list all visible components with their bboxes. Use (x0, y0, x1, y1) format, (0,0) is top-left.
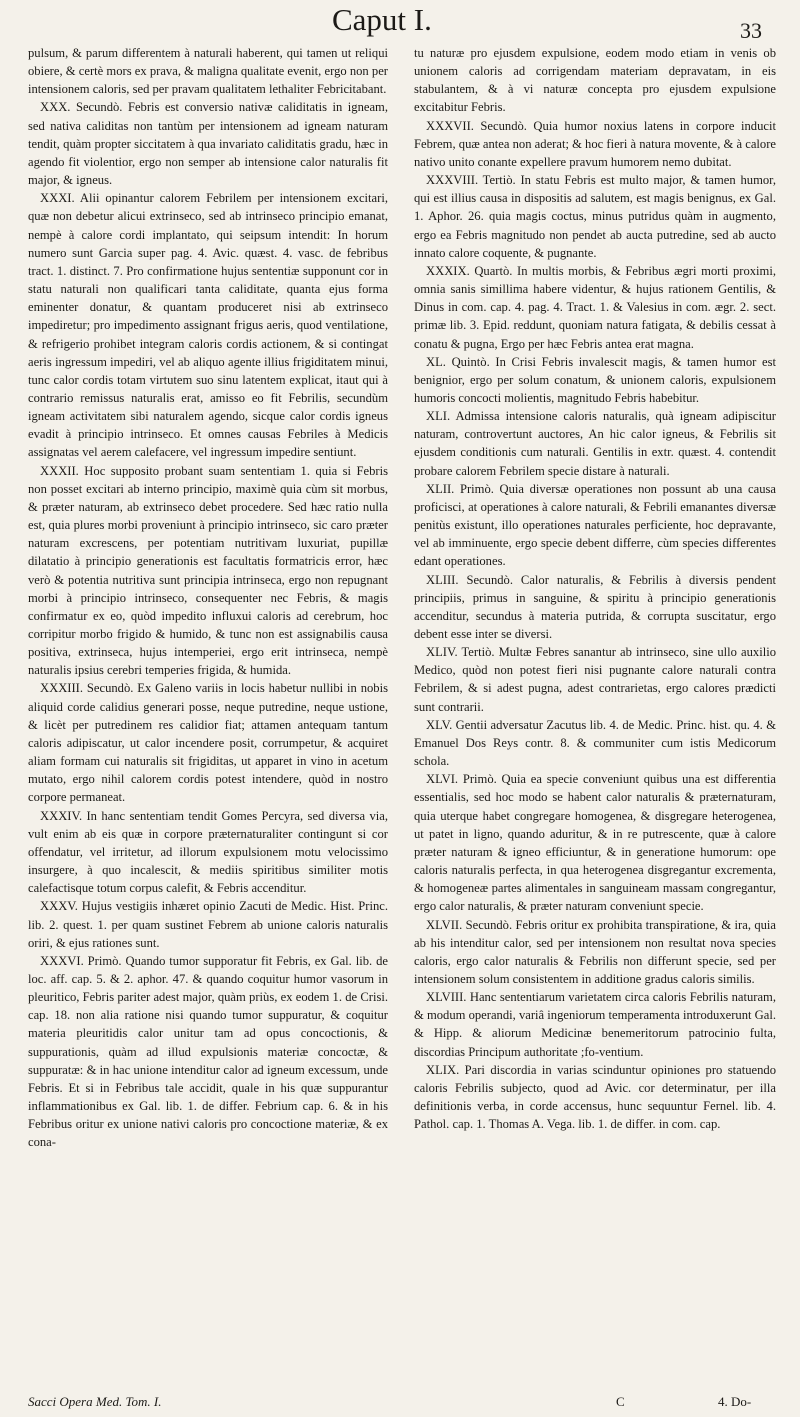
paragraph: XXXVI. Primò. Quando tumor supporatur fit Febris, ex Gal. lib. de loc. aff. cap. 5. & 2. aphor. 47. & quando coquitur humor vasorum in pleuritico, Febris pariter adest major, quàm priùs, ex eodem 1. de Crisi. cap. 18. non alia ratione nisi quando tumor suppuratur, & coquitur materia pleuritidis calor unitur tam ad opus concoctionis, & suppurationis, quàm ad illud expulsionis materiæ concoctæ, & suppuratæ: & in hac unione intenditur calor ad igneum excessum, unde Febris. Et si in Febribus tale accidit, quale in his quæ suppurantur inflammationibus ex Gal. lib. 1. de differ. Febrium cap. 6. & in his Febribus oritur ex unione nativi caloris pro concoctione materiæ, & ex cona- (28, 953, 388, 1150)
paragraph: XXXIX. Quartò. In multis morbis, & Febribus ægri morti proximi, omnia sanis simillima habere videntur, & hujus rationem Gentilis, & Dinus in com. cap. 4. pag. 4. Tract. 1. & Valesius in com. ægr. 2. sect. primæ lib. 3. Epid. reddunt, quoniam natura fatigata, & debilis cessat à conatu & pugna, Ergo per hæc Febris antea erat magna. (414, 263, 776, 351)
running-title: Caput I. (332, 2, 432, 37)
paragraph: XXXI. Alii opinantur calorem Febrilem per intensionem excitari, quæ non debetur alicui extrinseco, sed ab intrinseco principio emanat, nempè à calore cordi implantato, qui seipsum intendit: In horum numero sunt Garcia super pag. 4. Avic. quæst. 4. vasc. de febribus tract. 1. distinct. 7. Pro confirmatione hujus sententiæ supponunt cor in statu naturali non qualificari tanta caliditate, quanta ejus forma eminenter donatur, & quantam produceret nisi ab extrinseco impediretur; pro impedimento assignant frigus aeris, quod ventilatione, & refrigerio prohibet integram caloris cordis actionem, & si contingat aeris ingressum impediri, vel ab aliquo agente illius frigiditatem minui, tunc calor cordis totam virtutem suo sinu latentem explicat, itaut qui à contrario remissus naturalis erat, amisso eo fit Febrilis, secundùm igneam activitatem sibi naturalem agendo, sicque calor cordis igneus evadit à principio intrinseco. Et omnes causas Febriles à Medicis assignatas vel aerem calefacere, vel ingressum impedire sentiunt. (28, 191, 388, 460)
right-column (414, 44, 776, 1133)
paragraph: XL. Quintò. In Crisi Febris invalescit magis, & tamen humor est benignior, ergo per solum conatum, & unionem caloris, expulsionem humoris concocti molientis, magnitudo Febris habebitur. (414, 354, 776, 405)
paragraph: XLIX. Pari discordia in varias scinduntur opiniones pro statuendo caloris Febrilis subjecto, quod ad Avic. cor determinatur, per illa definitionis verba, in corde accensus, hunc sequuntur Fernel. lib. 4. Pathol. cap. 1. Thomas A. Vega. lib. 1. de differ. in com. cap. (414, 1062, 776, 1132)
paragraph: XLV. Gentii adversatur Zacutus lib. 4. de Medic. Princ. hist. qu. 4. & Emanuel Dos Reys contr. 8. & communiter cum istis Medicorum schola. (414, 717, 776, 769)
paragraph: XXXV. Hujus vestigiis inhæret opinio Zacuti de Medic. Hist. Princ. lib. 2. quest. 1. per quam sustinet Febrem ab unione caloris naturalis oriri, & ejus rationes sunt. (28, 899, 388, 950)
paragraph: XXXVIII. Tertiò. In statu Febris est multo major, & tamen humor, qui est illius causa in dispositis ad salutem, est magis benignus, ex Gal. 1. Aphor. 26. quia magis coctus, minus putridus quàm in augmento, ergo ea Febris magnitudo non pendet ab aucta putredine, sed ab aucto innato calore coquente, & pugnante. (414, 173, 776, 260)
paragraph: XLVIII. Hanc sententiarum varietatem circa caloris Febrilis naturam, & modum operandi, variâ ingeniorum temperamenta introduxerunt Gal. & Hipp. & aliorum Medicinæ benemeritorum patrocinio fulta, discordias Principum authoritate ;fo-ventium. (414, 990, 776, 1059)
paragraph: XLVII. Secundò. Febris oritur ex prohibita transpiratione, & ira, quia ab his intenditur calor, sed per intensionem non resultat nova species caloris, ergo calor naturalis & Febrilis non differunt specie, sed per intensionem solum consistentem in additione gradus caloris similis. (414, 917, 776, 986)
catchword: 4. Do- (718, 1394, 752, 1409)
paragraph: XXXII. Hoc supposito probant suam sententiam 1. quia si Febris non posset excitari ab interno principio, maximè quia cùm sit morbus, & præter naturam, ab extrinseco debet procedere. Sed hæc ratio nulla est, quia plures morbi proveniunt à principio intrinseco, sic caro præter naturam excrescens, per potentiam nutritivam luxuriat, pupillæ dilatatio à principio generationis est facultatis formatricis error, hæc verò & potentia nutritiva sunt principia intrinseca, ergo non repugnant morbi à principio intrinseco, consequenter nec Febris, & magis confirmatur ex eo, quòd impedito influxui caloris ad cerebrum, hoc corripitur morbo frigido & humido, & tunc non est assignabilis causa positiva, extrinseca, hujus intemperiei, ergo erit intrinseca, nempè naturalis ipsius cerebri temperies frigida, & humida. (28, 463, 388, 678)
page-header (0, 2, 800, 42)
paragraph: XXXVII. Secundò. Quia humor noxius latens in corpore inducit Febrem, quæ antea non aderat; & hoc fieri à natura movente, & à calore nativo unito conante expellere pravum humorem nemo dubitat. (414, 118, 776, 169)
paragraph: XLII. Primò. Quia diversæ operationes non possunt ab una causa proficisci, at operationes à calore naturali, & Febrili emanantes diversæ penitùs existunt, illo operationes naturales perficiente, hoc depravante, vel ab imminuente, ergo specie debent differre, cùm species differentes edant operationes. (414, 481, 776, 569)
paragraph: XXXIII. Secundò. Ex Galeno variis in locis habetur nullibi in nobis aliquid corde calidius generari posse, neque putredine, neque ustione, & licèt per putredinem res calidior fiat; attamen antequam tantum caloris adipiscatur, ut calor incendere posit, corrumpetur, & acquiret aliam formam cui naturalis sit frigiditas, ut apparet in vino in acetum mutato, ergo nihil calorem cordis potest intendere, quòd in nostro corpore permaneat. (28, 681, 388, 805)
paragraph: XLIV. Tertiò. Multæ Febres sanantur ab intrinseco, sine ullo auxilio Medico, quòd non potest fieri nisi pugnante calore naturali contra Febrilem, & si adest pugna, adest contrarietas, ergo calores prædicti sunt contrarii. (414, 645, 776, 714)
paragraph: tu naturæ pro ejusdem expulsione, eodem modo etiam in venis ob unionem caloris ad corrigendam materiam depravatam, in eis stabulantem, & à vi naturæ concepta pro ejusdem expulsione excitabitur Febris. (414, 46, 776, 115)
left-column (28, 44, 388, 1152)
page-number: 33 (740, 18, 762, 43)
paragraph: XLI. Admissa intensione caloris naturalis, quà igneam adipiscitur naturam, controvertunt auctores, An hic calor igneus, & Febrilis sit ejusdem conditionis cum naturali. Gentilis in extr. quæst. 4. contendit probare calorem Febrilem specie distare à naturali. (414, 409, 776, 478)
footer-volume-title: Sacci Opera Med. Tom. I. (28, 1394, 162, 1409)
paragraph: XLIII. Secundò. Calor naturalis, & Febrilis à diversis pendent principiis, primus in sanguine, & spiritu à principio generationis accenditur, secundus à materia putrida, & corrupta suscitatur, ergo debent esse inter se diversi. (414, 572, 776, 641)
paragraph: XLVI. Primò. Quia ea specie conveniunt quibus una est differentia essentialis, sed hoc modo se habent calor naturalis & præternaturam, quia uterque habet congregare homogenea, & disgregare heterogenea, ut patet in ligno, quando aduritur, & in re putrescente, quæ à calore præter naturam & igneo efficiuntur, & in generatione humorum: ope caloris naturalis perfecta, in qua heterogenea disgregantur excrementa, & homogeneæ partes alimentales in sanguineam massam congregantur, ergo calor naturalis, & præter naturam conveniunt specie. (414, 772, 776, 914)
paragraph: pulsum, & parum differentem à naturali haberent, qui tamen ut reliqui obiere, & certè mors ex prava, & maligna qualitate evenit, ergo non per intensionem caloris, sed per pravam qualitatem lethaliter Febricitabant. (28, 46, 388, 97)
page-footer (28, 1394, 776, 1414)
paragraph: XXXIV. In hanc sententiam tendit Gomes Percyra, sed diversa via, vult enim ab eis quæ in corpore præternaturaliter contingunt si cor offendatur, vel irritetur, ad illorum expulsionem motu velocissimo insurgere, à quo incalescit, & mediis spiritibus similiter motis calefactisque totum corpus calefit, & Febris accenditur. (28, 808, 388, 896)
paragraph: XXX. Secundò. Febris est conversio nativæ caliditatis in igneam, sed nativa caliditas non tantùm per intensionem ad igneam naturam tendit, quàm propter siccitatem à qua invariato caliditatis gradu, hæc in agendo fit violentior, ergo non semper ab intensione calor naturalis fit major, & igneus. (28, 100, 388, 188)
signature-mark: C (616, 1394, 625, 1409)
